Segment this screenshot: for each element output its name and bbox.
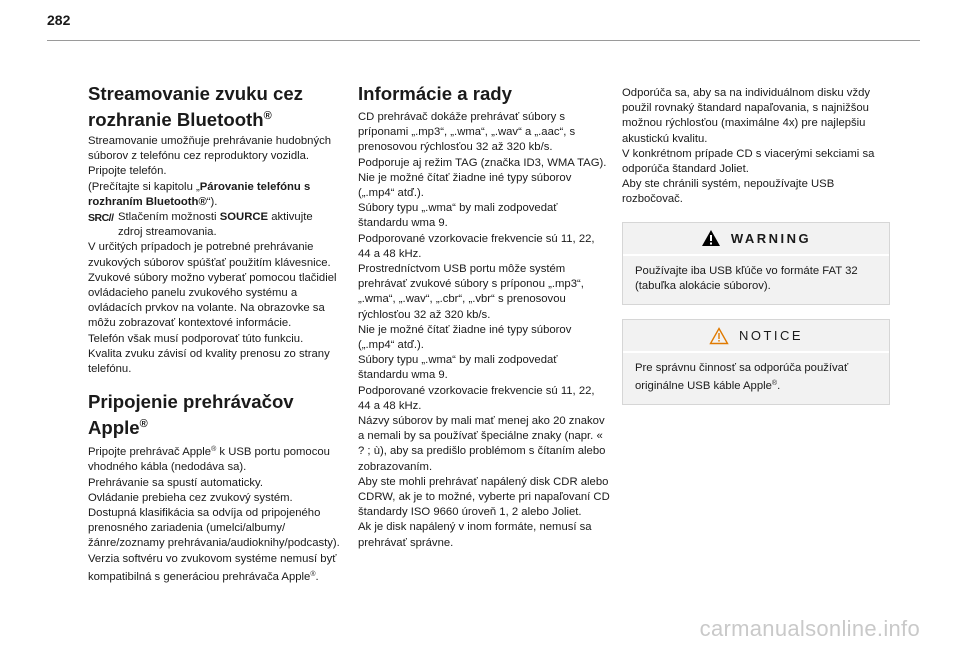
warning-box [622, 222, 890, 305]
paragraph: Prostredníctvom USB portu môže systém prehrávať zvukové súbory s príponou „.mp3“, „.wma“, „.wav“, „.cbr“, „.vbr“ s prenosovou rýchlosťou 32 až 320 kb/s. [358, 263, 584, 321]
paragraph: Ak je disk napálený v inom formáte, nemusí sa prehrávať správne. [358, 521, 592, 549]
paragraph: Streamovanie umožňuje prehrávanie hudobných súborov z telefónu cez reproduktory vozidla. [88, 135, 332, 163]
paragraph: Zvukové súbory možno vyberať pomocou tlačidiel ovládacieho panelu zvukového systému a ovládacích prvkov na volante. Na obrazovke sa môžu zobrazovať kontextové informácie. [88, 271, 337, 330]
section-title-apple: Pripojenie prehrávačov Apple® [88, 391, 294, 439]
page-number: 282 [47, 12, 71, 28]
warning-text: Používajte iba USB kľúče vo formáte FAT 32 (tabuľka alokácie súborov). [623, 255, 889, 304]
section-title-bluetooth: Streamovanie zvuku cez rozhranie Bluetooth® [88, 83, 303, 130]
paragraph: Kvalita zvuku závisí od kvality prenosu zo strany telefónu. [88, 347, 330, 376]
info-paragraphs [358, 110, 610, 551]
paragraph: V určitých prípadoch je potrebné prehrávanie zvukových súborov spúšťať použitím klávesnice. [88, 241, 331, 269]
top-divider [47, 40, 920, 41]
warning-triangle-icon [701, 229, 721, 247]
paragraph: Nie je možné čítať žiadne iné typy súborov („.mp4“ atď.). [358, 323, 572, 352]
notice-text: Pre správnu činnosť sa odporúča používať originálne USB káble Apple®. [623, 352, 889, 404]
paragraph: Názvy súborov by mali mať menej ako 20 znakov a nemali by sa používať špeciálne znaky (napr. « ? ; ù), aby sa predišlo problémom s čítaním alebo zobrazovaním. [358, 415, 606, 473]
paragraph: Nie je možné čítať žiadne iné typy súborov („.mp4“ atď.). [358, 171, 572, 200]
paragraph: Telefón však musí podporovať túto funkciu. [88, 332, 304, 345]
paragraph: Aby ste chránili systém, nepoužívajte USB rozbočovač. [622, 178, 835, 206]
warning-header [623, 223, 889, 255]
paragraph: Aby ste mohli prehrávať napálený disk CDR alebo CDRW, ak je to možné, vyberte pri napaľovaní CD štandardy ISO 9660 úroveň 1, 2 alebo Joliet. [358, 475, 610, 519]
source-icon: SRC// [88, 212, 114, 225]
paragraph: Podporované vzorkovacie frekvencie sú 11, 22, 44 a 48 kHz. [358, 232, 595, 260]
section-title-info: Informácie a rady [358, 83, 512, 104]
paragraph: Súbory typu „.wma“ by mali zodpovedať štandardu wma 9. [358, 202, 558, 230]
paragraph: (Prečítajte si kapitolu „Párovanie telefónu s rozhraním Bluetooth®“). [88, 180, 311, 208]
paragraph: Podporované vzorkovacie frekvencie sú 11, 22, 44 a 48 kHz. [358, 384, 595, 412]
column-1 [88, 82, 340, 585]
paragraph: Odporúča sa, aby sa na individuálnom disku vždy použil rovnaký štandard napaľovania, s najnižšou možnou rýchlosťou (maximálne 4x) pre najlepšiu akustickú kvalitu. [622, 87, 871, 145]
notice-header [623, 320, 889, 352]
watermark: carmanualsonline.info [699, 616, 920, 641]
notice-label: NOTICE [738, 327, 804, 343]
paragraph: Prehrávanie sa spustí automaticky. [88, 476, 263, 489]
paragraph: Verzia softvéru vo zvukovom systéme nemusí byť kompatibilná s generáciou prehrávača Apple®. [88, 552, 337, 583]
column-2 [358, 82, 610, 551]
warning-label: WARNING [730, 230, 812, 246]
column-3 [622, 86, 890, 405]
source-instruction: SRC// Stlačením možnosti SOURCE aktivujte zdroj streamovania. [88, 211, 313, 239]
paragraph: Pripojte prehrávač Apple® k USB portu pomocou vhodného kábla (nedodáva sa). [88, 446, 330, 474]
notice-box [622, 319, 890, 405]
paragraph: CD prehrávač dokáže prehrávať súbory s príponami „.mp3“, „.wma“, „.wav“ a „.aac“, s prenosovou rýchlosťou 32 až 320 kb/s. [358, 111, 576, 154]
paragraph: Ovládanie prebieha cez zvukový systém. [88, 491, 293, 504]
paragraph: Súbory typu „.wma“ by mali zodpovedať štandardu wma 9. [358, 354, 558, 382]
advice-paragraphs [622, 86, 890, 208]
paragraph: Dostupná klasifikácia sa odvíja od pripojeného prenosného zariadenia (umelci/albumy/žánre/zoznamy prehrávania/audioknihy/podcasty). [88, 507, 340, 550]
section-apple [88, 391, 340, 585]
paragraph: Podporuje aj režim TAG (značka ID3, WMA TAG). [358, 156, 607, 169]
paragraph: V konkrétnom prípade CD s viacerými sekciami sa odporúča štandard Joliet. [622, 147, 875, 176]
paragraph: Pripojte telefón. [88, 165, 167, 178]
notice-triangle-icon [709, 327, 729, 345]
